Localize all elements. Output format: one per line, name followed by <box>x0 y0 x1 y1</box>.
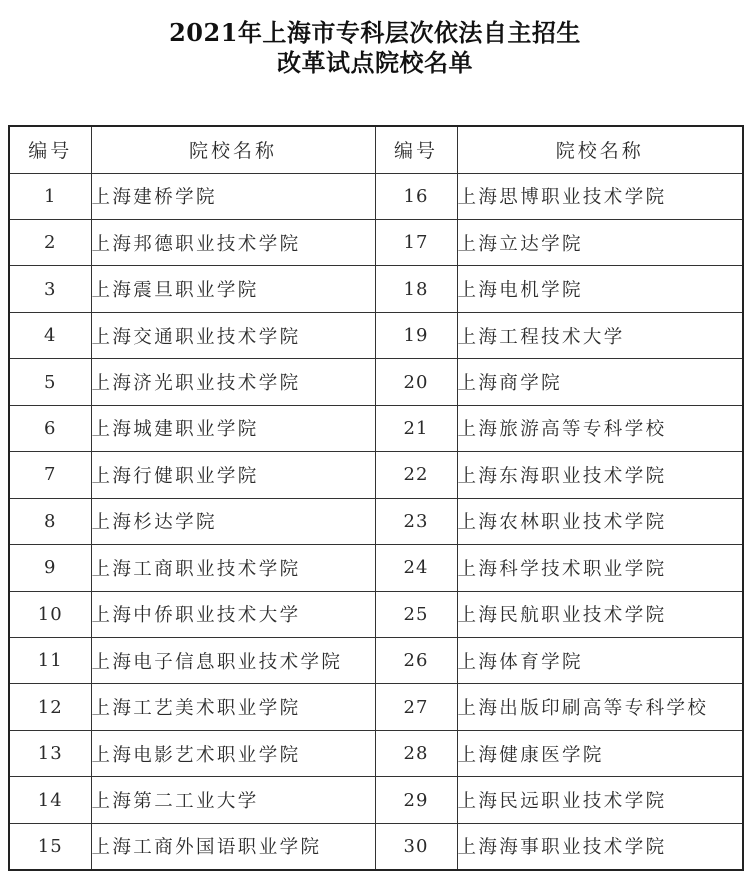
school-name: 上海农林职业技术学院 <box>457 498 743 544</box>
table-row <box>9 777 743 823</box>
table-row <box>9 359 743 405</box>
row-number: 17 <box>375 219 457 265</box>
row-number: 5 <box>9 359 91 405</box>
row-number: 2 <box>9 219 91 265</box>
row-number: 1 <box>9 173 91 219</box>
row-number: 12 <box>9 684 91 730</box>
table-row <box>9 684 743 730</box>
row-number: 7 <box>9 452 91 498</box>
school-name: 上海健康医学院 <box>457 730 743 776</box>
document-title <box>0 18 750 78</box>
table-row <box>9 173 743 219</box>
school-name: 上海立达学院 <box>457 219 743 265</box>
table-row <box>9 312 743 358</box>
school-name: 上海中侨职业技术大学 <box>91 591 375 637</box>
school-list-table-container <box>8 125 742 871</box>
school-name: 上海杉达学院 <box>91 498 375 544</box>
school-name: 上海工程技术大学 <box>457 312 743 358</box>
table-row <box>9 266 743 312</box>
row-number: 18 <box>375 266 457 312</box>
school-name: 上海工艺美术职业学院 <box>91 684 375 730</box>
header-number-right: 编号 <box>375 126 457 173</box>
row-number: 26 <box>375 638 457 684</box>
table-row <box>9 638 743 684</box>
row-number: 25 <box>375 591 457 637</box>
row-number: 28 <box>375 730 457 776</box>
school-name: 上海工商职业技术学院 <box>91 545 375 591</box>
table-row <box>9 498 743 544</box>
school-name: 上海科学技术职业学院 <box>457 545 743 591</box>
row-number: 23 <box>375 498 457 544</box>
school-name: 上海震旦职业学院 <box>91 266 375 312</box>
school-name: 上海电机学院 <box>457 266 743 312</box>
school-name: 上海济光职业技术学院 <box>91 359 375 405</box>
school-name: 上海出版印刷高等专科学校 <box>457 684 743 730</box>
school-name: 上海城建职业学院 <box>91 405 375 451</box>
row-number: 3 <box>9 266 91 312</box>
row-number: 30 <box>375 823 457 870</box>
row-number: 13 <box>9 730 91 776</box>
table-header-row <box>9 126 743 173</box>
row-number: 11 <box>9 638 91 684</box>
title-line-1: 2021年上海市专科层次依法自主招生 <box>169 18 581 47</box>
row-number: 29 <box>375 777 457 823</box>
school-name: 上海旅游高等专科学校 <box>457 405 743 451</box>
school-name: 上海思博职业技术学院 <box>457 173 743 219</box>
school-name: 上海工商外国语职业学院 <box>91 823 375 870</box>
row-number: 14 <box>9 777 91 823</box>
row-number: 22 <box>375 452 457 498</box>
row-number: 8 <box>9 498 91 544</box>
title-line-2: 改革试点院校名单 <box>277 48 473 77</box>
school-name: 上海体育学院 <box>457 638 743 684</box>
row-number: 16 <box>375 173 457 219</box>
row-number: 24 <box>375 545 457 591</box>
table-row <box>9 405 743 451</box>
school-name: 上海建桥学院 <box>91 173 375 219</box>
row-number: 15 <box>9 823 91 870</box>
table-row <box>9 545 743 591</box>
row-number: 10 <box>9 591 91 637</box>
row-number: 4 <box>9 312 91 358</box>
school-name: 上海交通职业技术学院 <box>91 312 375 358</box>
table-row <box>9 219 743 265</box>
school-name: 上海电影艺术职业学院 <box>91 730 375 776</box>
school-name: 上海邦德职业技术学院 <box>91 219 375 265</box>
school-name: 上海海事职业技术学院 <box>457 823 743 870</box>
row-number: 21 <box>375 405 457 451</box>
school-name: 上海民远职业技术学院 <box>457 777 743 823</box>
school-name: 上海第二工业大学 <box>91 777 375 823</box>
row-number: 19 <box>375 312 457 358</box>
header-name-left: 院校名称 <box>91 126 375 173</box>
school-name: 上海商学院 <box>457 359 743 405</box>
school-name: 上海行健职业学院 <box>91 452 375 498</box>
school-name: 上海电子信息职业技术学院 <box>91 638 375 684</box>
row-number: 9 <box>9 545 91 591</box>
row-number: 20 <box>375 359 457 405</box>
row-number: 27 <box>375 684 457 730</box>
school-name: 上海民航职业技术学院 <box>457 591 743 637</box>
table-row <box>9 730 743 776</box>
table-row <box>9 823 743 870</box>
row-number: 6 <box>9 405 91 451</box>
table-row <box>9 591 743 637</box>
table-row <box>9 452 743 498</box>
header-number-left: 编号 <box>9 126 91 173</box>
header-name-right: 院校名称 <box>457 126 743 173</box>
school-name: 上海东海职业技术学院 <box>457 452 743 498</box>
school-list-table <box>8 125 744 871</box>
